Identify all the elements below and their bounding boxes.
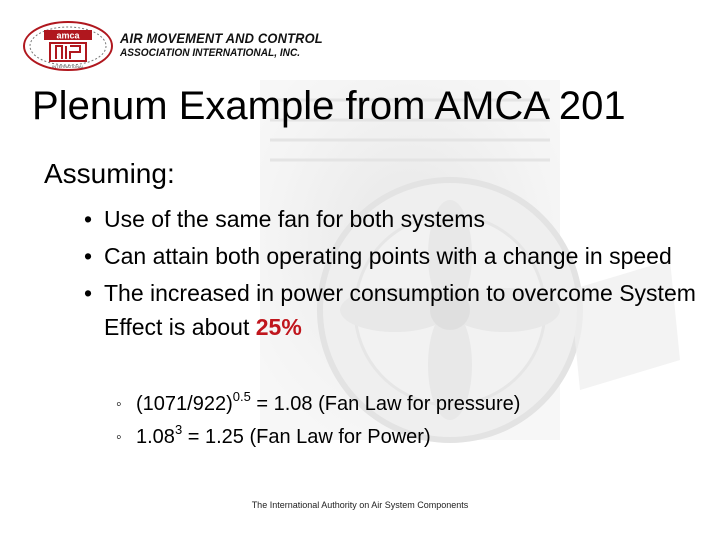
list-item [116, 388, 520, 421]
logo-seal-text: amca [56, 30, 80, 41]
slide-title: Plenum Example from AMCA 201 [32, 84, 626, 128]
sub-bullet-icon: ◦ [116, 396, 122, 413]
organization-name-line2: ASSOCIATION INTERNATIONAL, INC. [120, 47, 301, 59]
assumptions-list [84, 202, 704, 347]
organization-name [120, 31, 341, 60]
list-item [84, 202, 704, 236]
list-item [116, 421, 520, 454]
power-result: = 1.25 (Fan Law for Power) [182, 426, 431, 448]
list-item [84, 239, 704, 273]
bullet-text: The increased in power consumption to overcome System Effect is about [104, 280, 696, 340]
pressure-ratio: (1071/922) [136, 393, 233, 415]
footer-tagline: The International Authority on Air System Components [251, 500, 469, 510]
amca-logo [22, 20, 114, 72]
assumptions-heading: Assuming: [44, 158, 175, 189]
calculation-list [116, 388, 520, 454]
bullet-icon: • [84, 280, 93, 306]
power-increase-highlight: 25% [255, 314, 302, 340]
speed-ratio: 1.08 [136, 426, 175, 448]
sub-bullet-icon: ◦ [116, 429, 122, 446]
organization-name-line1: AIR MOVEMENT AND CONTROL [120, 30, 323, 46]
power-exponent: 3 [174, 422, 183, 437]
bullet-text: Use of the same fan for both systems [104, 206, 485, 232]
bullet-text: Can attain both operating points with a change in speed [104, 243, 672, 269]
pressure-result: = 1.08 (Fan Law for pressure) [250, 393, 521, 415]
bullet-icon: • [84, 206, 93, 232]
bullet-icon: • [84, 243, 93, 269]
pressure-exponent: 0.5 [232, 389, 251, 404]
logo-seal-subtext: INTERNATIONAL [52, 64, 84, 69]
list-item [84, 276, 704, 344]
